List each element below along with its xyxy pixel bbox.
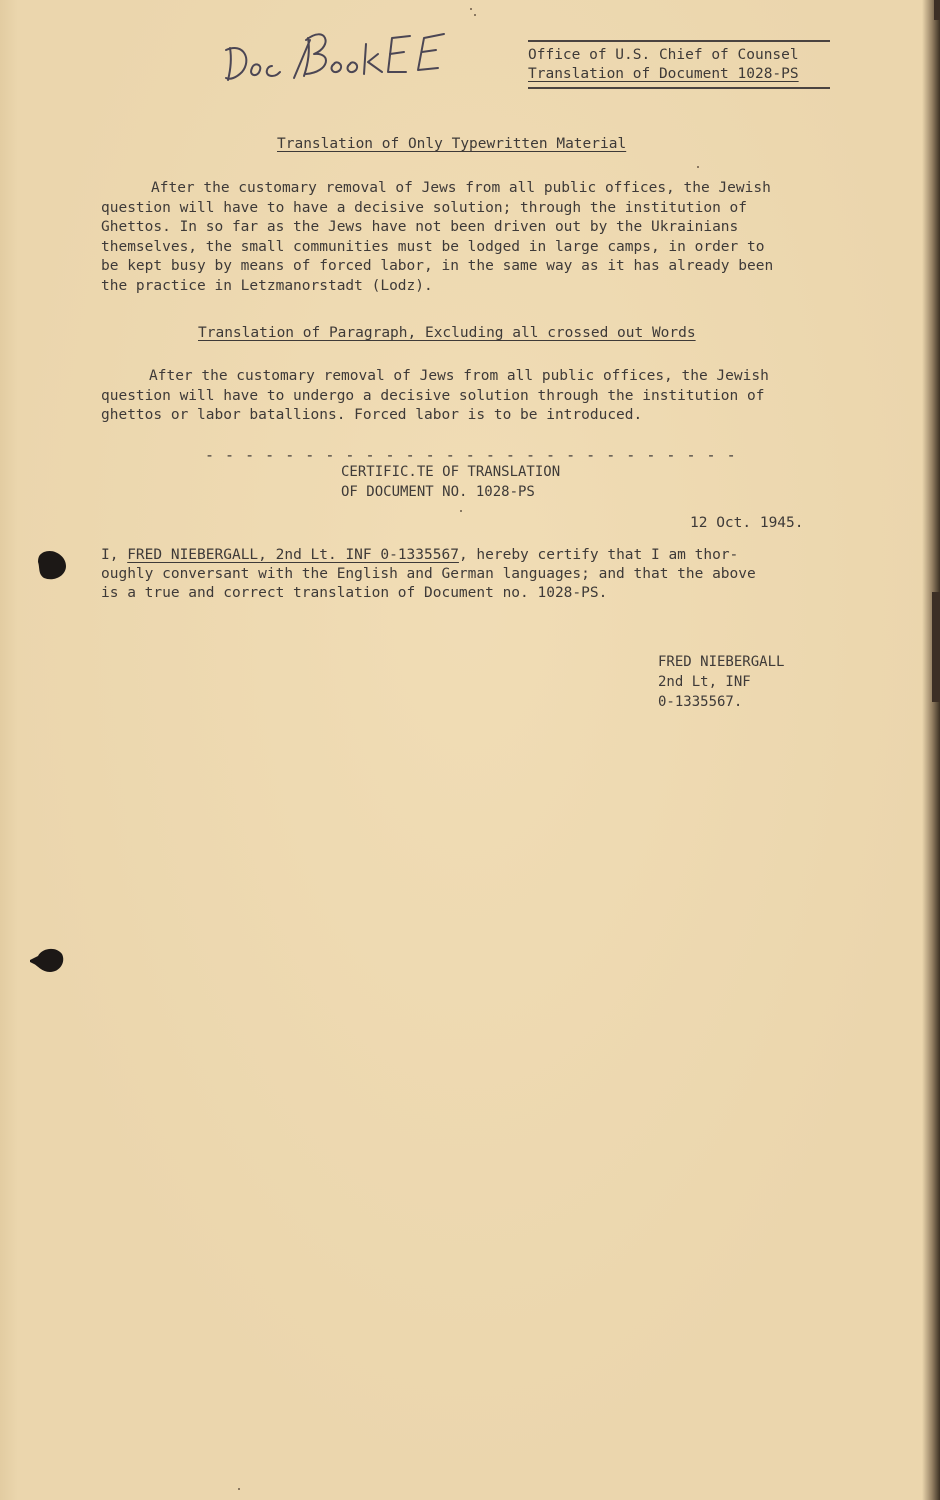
punch-hole-mark <box>28 944 66 976</box>
certificate-line1-rest: , hereby certify that I am thor- <box>458 547 739 563</box>
signature-rank: 2nd Lt, INF <box>658 674 751 690</box>
translator-name-underlined: FRED NIEBERGALL, 2nd Lt. INF 0-1335567 <box>127 547 459 563</box>
paper-speck <box>474 14 476 16</box>
paper-speck <box>238 1488 240 1490</box>
certificate-line3: is a true and correct translation of Document no. 1028-PS. <box>101 585 608 601</box>
paper-speck <box>460 510 462 512</box>
section1-paragraph <box>101 179 861 296</box>
section1-line: question will have to have a decisive solution; through the institution of <box>101 199 748 216</box>
section1-line: be kept busy by means of forced labor, in the same way as it has already been <box>101 258 774 274</box>
signature-block <box>658 652 784 712</box>
section2-heading: Translation of Paragraph, Excluding all crossed out Words <box>198 325 696 341</box>
section2-line: ghettos or labor batallions. Forced labor is to be introduced. <box>101 407 643 423</box>
certificate-title-line1: CERTIFIC.TE OF TRANSLATION <box>341 464 561 480</box>
paper-speck <box>470 8 472 10</box>
certificate-title-line2: OF DOCUMENT NO. 1028-PS <box>341 484 535 500</box>
certificate-line1 <box>101 546 756 565</box>
office-header-line2: Translation of Document 1028-PS <box>528 66 799 82</box>
section2-line: question will have to undergo a decisive solution through the institution of <box>101 387 765 404</box>
punch-hole-mark <box>36 548 70 584</box>
office-header <box>528 40 830 89</box>
section1-line: the practice in Letzmanorstadt (Lodz). <box>101 277 433 294</box>
signature-serial: 0-1335567. <box>658 694 743 710</box>
separator-line: - - - - - - - - - - - - - - - - - - - - - - - - - - - <box>205 446 737 464</box>
paper-speck <box>697 166 699 168</box>
section1-line: After the customary removal of Jews from all public offices, the Jewish <box>151 180 771 196</box>
signature-name: FRED NIEBERGALL <box>658 654 785 670</box>
handwritten-annotation <box>222 20 462 90</box>
office-header-line1: Office of U.S. Chief of Counsel <box>528 47 799 63</box>
page-edge-shadow-top <box>934 0 940 20</box>
certificate-prefix: I, <box>101 547 128 563</box>
certificate-body <box>101 546 756 603</box>
certificate-line2: oughly conversant with the English and German languages; and that the above <box>101 566 756 582</box>
section2-line: After the customary removal of Jews from all public offices, the Jewish <box>149 368 769 384</box>
section1-line: Ghettos. In so far as the Jews have not been driven out by the Ukrainians <box>101 219 739 235</box>
certificate-date: 12 Oct. 1945. <box>690 515 804 531</box>
page-edge-shadow <box>932 592 940 702</box>
section2-paragraph <box>101 367 861 426</box>
certificate-title <box>341 462 560 502</box>
section1-heading: Translation of Only Typewritten Material <box>277 136 627 152</box>
section1-line: themselves, the small communities must be lodged in large camps, in order to <box>101 238 765 255</box>
